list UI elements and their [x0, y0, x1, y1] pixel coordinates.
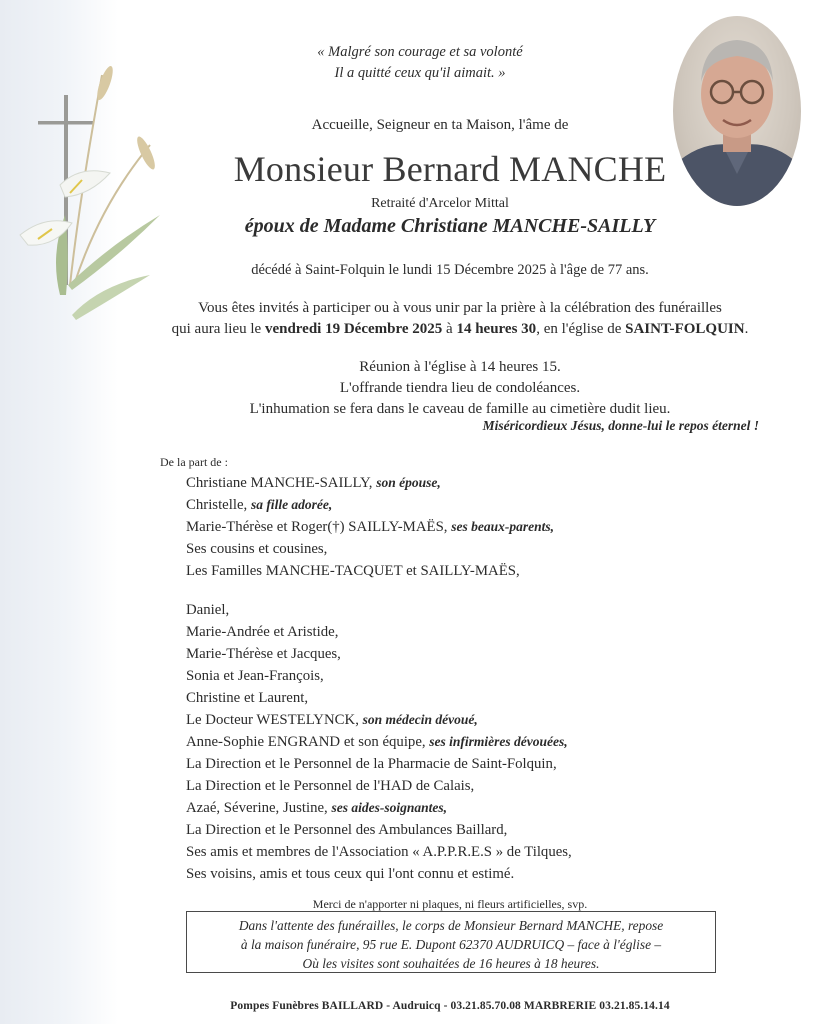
- mourner-name: Ses amis et membres de l'Association « A.P.P.R.E.S » de Tilques,: [186, 844, 572, 860]
- list-item: [186, 797, 572, 819]
- retired-note: Retraité d'Arcelor Mittal: [371, 196, 509, 211]
- relationship: sa fille adorée,: [250, 497, 333, 512]
- list-item: [186, 709, 572, 731]
- ceremony-details: [120, 357, 800, 420]
- spouse-line: époux de Madame Christiane MANCHE-SAILLY: [244, 215, 656, 237]
- mourner-name: Christiane MANCHE-SAILLY,: [186, 475, 377, 491]
- funeral-date: vendredi 19 Décembre 2025: [264, 321, 443, 337]
- list-item: [186, 599, 572, 621]
- mourner-name: Azaé, Séverine, Justine,: [186, 800, 332, 816]
- flowers-request: Merci de n'apporter ni plaques, ni fleurs artificielles, svp.: [312, 897, 588, 911]
- invitation-text: [120, 298, 800, 340]
- funeral-time: 14 heures 30: [456, 321, 537, 337]
- list-item: [186, 687, 572, 709]
- list-item: [186, 538, 572, 560]
- mourner-name: La Direction et le Personnel de l'HAD de Calais,: [186, 778, 475, 794]
- ceremony-line: Réunion à l'église à 14 heures 15.: [359, 359, 561, 375]
- family-group: [186, 472, 572, 582]
- relationship: ses infirmières dévouées,: [429, 734, 568, 749]
- funeral-home-footer: Pompes Funèbres BAILLARD - Audruicq - 03.21.85.70.08 MARBRERIE 03.21.85.14.14: [230, 1000, 670, 1012]
- notice-line: Où les visites sont souhaitées de 16 heures à 18 heures.: [302, 956, 600, 971]
- viewing-notice: [186, 911, 716, 973]
- relationship: son médecin dévoué,: [362, 712, 478, 727]
- from-label: De la part de :: [160, 455, 228, 469]
- list-item: [186, 753, 572, 775]
- mourner-name: La Direction et le Personnel de la Pharmacie de Saint-Folquin,: [186, 756, 557, 772]
- mourners-list: [186, 472, 572, 885]
- deceased-name: Monsieur Bernard MANCHE: [233, 149, 667, 189]
- quote-line: « Malgré son courage et sa volonté: [317, 44, 523, 60]
- mourner-name: Les Familles MANCHE-TACQUET et SAILLY-MAËS,: [186, 563, 520, 579]
- mourner-name: Christelle,: [186, 497, 251, 513]
- list-item: [186, 560, 572, 582]
- list-item: [186, 643, 572, 665]
- mourner-name: Marie-Thérèse et Roger(†) SAILLY-MAËS,: [186, 519, 452, 535]
- list-item: [186, 494, 572, 516]
- friends-group: [186, 599, 572, 885]
- epitaph-quote: [240, 42, 600, 84]
- list-item: [186, 665, 572, 687]
- list-item: [186, 775, 572, 797]
- list-item: [186, 841, 572, 863]
- prayer-line: Miséricordieux Jésus, donne-lui le repos éternel !: [482, 418, 759, 433]
- list-item: [186, 621, 572, 643]
- funeral-place: SAINT-FOLQUIN: [625, 321, 745, 337]
- ceremony-line: L'inhumation se fera dans le caveau de famille au cimetière dudit lieu.: [249, 401, 671, 417]
- welcome-text: Accueille, Seigneur en ta Maison, l'âme de: [311, 117, 569, 133]
- mourner-name: Daniel,: [186, 602, 230, 618]
- mourner-name: Anne-Sophie ENGRAND et son équipe,: [186, 734, 430, 750]
- mourner-name: Sonia et Jean-François,: [186, 668, 324, 684]
- list-item: [186, 819, 572, 841]
- mourner-name: Le Docteur WESTELYNCK,: [186, 712, 363, 728]
- list-item: [186, 516, 572, 538]
- list-item: [186, 472, 572, 494]
- death-announcement: décédé à Saint-Folquin le lundi 15 Décembre 2025 à l'âge de 77 ans.: [251, 262, 649, 278]
- mourner-name: Ses voisins, amis et tous ceux qui l'ont connu et estimé.: [186, 866, 515, 882]
- list-item: [186, 731, 572, 753]
- invitation-line: Vous êtes invités à participer ou à vous unir par la prière à la célébration des funérailles: [198, 300, 722, 316]
- quote-line: Il a quitté ceux qu'il aimait. »: [334, 65, 506, 81]
- mourner-name: Christine et Laurent,: [186, 690, 309, 706]
- list-item: [186, 863, 572, 885]
- notice-line: Dans l'attente des funérailles, le corps de Monsieur Bernard MANCHE, repose: [238, 918, 664, 933]
- relationship: ses beaux-parents,: [451, 519, 554, 534]
- mourner-name: Ses cousins et cousines,: [186, 541, 328, 557]
- mourner-name: Marie-Thérèse et Jacques,: [186, 646, 341, 662]
- relationship: son épouse,: [376, 475, 441, 490]
- invitation-line: qui aura lieu le vendredi 19 Décembre 2025 à 14 heures 30, en l'église de SAINT-FOLQUIN.: [171, 321, 749, 337]
- mourner-name: La Direction et le Personnel des Ambulances Baillard,: [186, 822, 508, 838]
- notice-line: à la maison funéraire, 95 rue E. Dupont 62370 AUDRUICQ – face à l'église –: [240, 937, 662, 952]
- relationship: ses aides-soignantes,: [331, 800, 447, 815]
- ceremony-line: L'offrande tiendra lieu de condoléances.: [339, 380, 581, 396]
- mourner-name: Marie-Andrée et Aristide,: [186, 624, 339, 640]
